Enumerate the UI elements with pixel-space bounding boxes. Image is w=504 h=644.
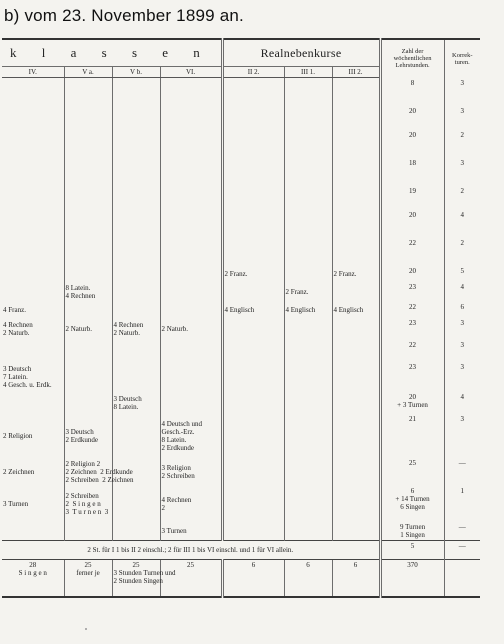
- cell: 4 Englisch: [332, 302, 380, 318]
- cell: [160, 186, 222, 210]
- total-row: [2, 560, 480, 598]
- cell: [332, 362, 380, 392]
- cell: [2, 238, 64, 266]
- cell: [2, 340, 64, 362]
- zahl-cell: 22: [380, 340, 444, 362]
- cell: [332, 130, 380, 158]
- cell: [112, 302, 160, 318]
- cell: [222, 362, 284, 392]
- korrekturen-cell: 3: [444, 414, 480, 458]
- cell: 2 Religion 2 2 Zeichnen 2 Erdkunde 2 Schreiben 2 Zeichnen: [65, 460, 134, 484]
- cell: [284, 158, 332, 186]
- cell: [64, 106, 112, 130]
- cell: 3 Turnen: [160, 522, 222, 541]
- zahl-cell: 6 + 14 Turnen 6 Singen: [380, 486, 444, 522]
- cell: [332, 238, 380, 266]
- cell: [222, 210, 284, 238]
- korrekturen-cell: 4: [444, 210, 480, 238]
- cell: [284, 340, 332, 362]
- table-row: [2, 362, 480, 392]
- cell: [332, 282, 380, 302]
- zahl-cell: 21: [380, 414, 444, 458]
- korrekturen-header: Korrek-turen.: [444, 39, 480, 78]
- klassen-header: k l a s s e n: [2, 39, 222, 67]
- cell: [222, 318, 284, 340]
- cell: [222, 458, 284, 486]
- cell: [284, 414, 332, 458]
- cell: 8 Latein. 4 Rechnen: [64, 282, 112, 302]
- korrekturen-cell: 3: [444, 78, 480, 107]
- cell: [112, 486, 160, 522]
- cell: [112, 340, 160, 362]
- cell: [332, 106, 380, 130]
- col-header-va: V a.: [64, 67, 112, 78]
- table-row: [2, 392, 480, 414]
- cell: [112, 362, 160, 392]
- col-header-iii1: III 1.: [284, 67, 332, 78]
- korrekturen-cell: 6: [444, 302, 480, 318]
- total-cell: 6: [284, 560, 332, 598]
- cell: [112, 130, 160, 158]
- cell: [222, 340, 284, 362]
- korrekturen-cell: 2: [444, 238, 480, 266]
- cell: 2 Schreiben 2 S i n g e n 3 T u r n e n 3: [64, 486, 112, 522]
- zahl-cell: 23: [380, 282, 444, 302]
- table-row: [2, 414, 480, 458]
- cell: [284, 318, 332, 340]
- table-row: [2, 106, 480, 130]
- cell: [284, 78, 332, 107]
- cell: 3 Turnen: [3, 500, 29, 508]
- table-row: [2, 210, 480, 238]
- total-cell: 25 3 Stunden Turnen und 2 Stunden Singen: [112, 560, 160, 598]
- cell: [2, 210, 64, 238]
- cell: [160, 392, 222, 414]
- cell: [222, 414, 284, 458]
- korrekturen-cell: 5: [444, 266, 480, 282]
- cell: [332, 318, 380, 340]
- cell: [2, 522, 64, 541]
- note-row: [2, 541, 480, 560]
- zahl-cell: 19: [380, 186, 444, 210]
- cell: [332, 186, 380, 210]
- cell: 2 Franz.: [332, 266, 380, 282]
- cell: [332, 414, 380, 458]
- zahl-cell: 25: [380, 458, 444, 486]
- cell: 2 Franz.: [284, 282, 332, 302]
- cell: [2, 78, 64, 107]
- realnebenkurse-header: Realnebenkurse: [222, 39, 380, 67]
- korrekturen-cell: 4: [444, 392, 480, 414]
- korrekturen-cell: 3: [444, 106, 480, 130]
- cell: [222, 186, 284, 210]
- table-row: [2, 158, 480, 186]
- zahl-cell: 20 + 3 Turnen: [380, 392, 444, 414]
- cell: [332, 210, 380, 238]
- korrekturen-cell: 4: [444, 282, 480, 302]
- cell: [2, 158, 64, 186]
- col-header-ii2: II 2.: [222, 67, 284, 78]
- zahl-cell: 23: [380, 362, 444, 392]
- zahl-header: Zahl der wöchentlichen Lehrstunden.: [380, 39, 444, 78]
- cell: [332, 486, 380, 522]
- korrekturen-cell: 2: [444, 130, 480, 158]
- table-row: [2, 302, 480, 318]
- korrekturen-cell: 2: [444, 186, 480, 210]
- cell: [222, 486, 284, 522]
- cell: [222, 106, 284, 130]
- cell: [284, 458, 332, 486]
- cell: [332, 522, 380, 541]
- cell: 3 Deutsch 2 Erdkunde: [64, 414, 112, 458]
- cell: [64, 158, 112, 186]
- korrekturen-cell: —: [444, 522, 480, 541]
- cell: [284, 186, 332, 210]
- cell: [160, 362, 222, 392]
- cell: [222, 282, 284, 302]
- cell: 2 Naturb.: [160, 318, 222, 340]
- zahl-cell: 20: [380, 130, 444, 158]
- table-row: [2, 486, 480, 522]
- korrekturen-cell: [444, 560, 480, 598]
- cell: [160, 78, 222, 107]
- table-row: [2, 266, 480, 282]
- cell: [2, 282, 64, 302]
- col-header-vb: V b.: [112, 67, 160, 78]
- cell: 2 Naturb.: [64, 318, 112, 340]
- table-row: [2, 340, 480, 362]
- korrekturen-cell: 3: [444, 318, 480, 340]
- zahl-cell: 23: [380, 318, 444, 340]
- korrekturen-cell: 1: [444, 486, 480, 522]
- korrekturen-cell: 3: [444, 340, 480, 362]
- cell: 4 Englisch: [222, 302, 284, 318]
- total-cell: 6: [222, 560, 284, 598]
- table-row: [2, 130, 480, 158]
- cell: [332, 78, 380, 107]
- zahl-cell: 9 Turnen 1 Singen: [380, 522, 444, 541]
- page-title: b) vom 23. November 1899 an.: [4, 6, 244, 25]
- cell: [284, 130, 332, 158]
- cell: [64, 210, 112, 238]
- note-text: 2 St. für I 1 bis II 2 einschl.; 2 für III 1 bis VI einschl. und 1 für VI allein.: [2, 541, 380, 560]
- total-cell: 25: [160, 560, 222, 598]
- cell: [2, 266, 64, 282]
- zahl-cell: 8: [380, 78, 444, 107]
- cell: [160, 106, 222, 130]
- table-row: [2, 522, 480, 541]
- table-row: [2, 458, 480, 486]
- cell: [64, 186, 112, 210]
- total-cell: 28 S i n g e n: [2, 560, 64, 598]
- cell: [112, 414, 160, 458]
- zahl-cell: 20: [380, 210, 444, 238]
- cell: [222, 78, 284, 107]
- cell: [112, 106, 160, 130]
- cell: [222, 130, 284, 158]
- cell: [222, 522, 284, 541]
- cell: [112, 238, 160, 266]
- cell: [160, 266, 222, 282]
- cell: [64, 302, 112, 318]
- korrekturen-cell: 3: [444, 158, 480, 186]
- cell: [64, 130, 112, 158]
- zahl-cell: 22: [380, 238, 444, 266]
- cell: [160, 238, 222, 266]
- paper-speck: [85, 628, 87, 630]
- cell: [2, 106, 64, 130]
- cell: [284, 238, 332, 266]
- cell: 4 Englisch: [284, 302, 332, 318]
- lesson-plan-table: [2, 38, 480, 598]
- zahl-cell: 20: [380, 106, 444, 130]
- cell: 2 Franz.: [222, 266, 284, 282]
- cell: [112, 210, 160, 238]
- cell: [284, 210, 332, 238]
- cell: [160, 210, 222, 238]
- table-row: [2, 238, 480, 266]
- cell: [64, 238, 112, 266]
- cell: [112, 78, 160, 107]
- table-row: [2, 78, 480, 107]
- cell: [160, 282, 222, 302]
- cell: [2, 392, 64, 414]
- cell: [112, 186, 160, 210]
- cell: [332, 392, 380, 414]
- korrekturen-cell: —: [444, 458, 480, 486]
- cell: [284, 486, 332, 522]
- zahl-cell: 18: [380, 158, 444, 186]
- cell: 4 Rechnen 2: [160, 486, 222, 522]
- cell: [64, 340, 112, 362]
- cell: [160, 130, 222, 158]
- cell: 3 Religion 2 Schreiben: [160, 458, 222, 486]
- zahl-cell: 5: [380, 541, 444, 560]
- cell: 3 Deutsch 8 Latein.: [112, 392, 160, 414]
- cell: [64, 266, 112, 282]
- cell: [332, 458, 380, 486]
- cell: 4 Rechnen 2 Naturb.: [112, 318, 160, 340]
- cell: 4 Deutsch und Gesch.-Erz. 8 Latein. 2 Erdkunde: [160, 414, 222, 458]
- table-row: [2, 282, 480, 302]
- col-header-vi: VI.: [160, 67, 222, 78]
- cell: 3 Deutsch 7 Latein. 4 Gesch. u. Erdk.: [3, 365, 52, 389]
- table-row: [2, 186, 480, 210]
- cell: [222, 392, 284, 414]
- cell: [284, 362, 332, 392]
- cell: [64, 78, 112, 107]
- cell: [222, 238, 284, 266]
- total-cell: 6: [332, 560, 380, 598]
- table-row: [2, 318, 480, 340]
- cell: [284, 266, 332, 282]
- cell: [284, 106, 332, 130]
- col-header-iv: IV.: [2, 67, 64, 78]
- korrekturen-cell: —: [444, 541, 480, 560]
- cell: [160, 340, 222, 362]
- cell: [2, 130, 64, 158]
- korrekturen-cell: 3: [444, 362, 480, 392]
- cell: [112, 266, 160, 282]
- cell: [2, 186, 64, 210]
- cell: 2 Zeichnen: [3, 468, 35, 476]
- cell: [222, 158, 284, 186]
- cell: 2 Religion: [3, 432, 33, 440]
- cell: [160, 302, 222, 318]
- cell: [64, 522, 112, 541]
- cell: 4 Franz.: [3, 306, 26, 314]
- cell: [284, 522, 332, 541]
- zahl-cell: 22: [380, 302, 444, 318]
- zahl-cell: 20: [380, 266, 444, 282]
- cell: 4 Rechnen 2 Naturb.: [3, 321, 33, 337]
- cell: [332, 340, 380, 362]
- cell: [64, 392, 112, 414]
- cell: [64, 362, 112, 392]
- cell: [284, 392, 332, 414]
- col-header-iii2: III 2.: [332, 67, 380, 78]
- cell: [112, 158, 160, 186]
- cell: [112, 282, 160, 302]
- cell: [332, 158, 380, 186]
- zahl-cell: 370: [380, 560, 444, 598]
- total-cell: 25 ferner je: [64, 560, 112, 598]
- cell: [160, 158, 222, 186]
- cell: [112, 522, 160, 541]
